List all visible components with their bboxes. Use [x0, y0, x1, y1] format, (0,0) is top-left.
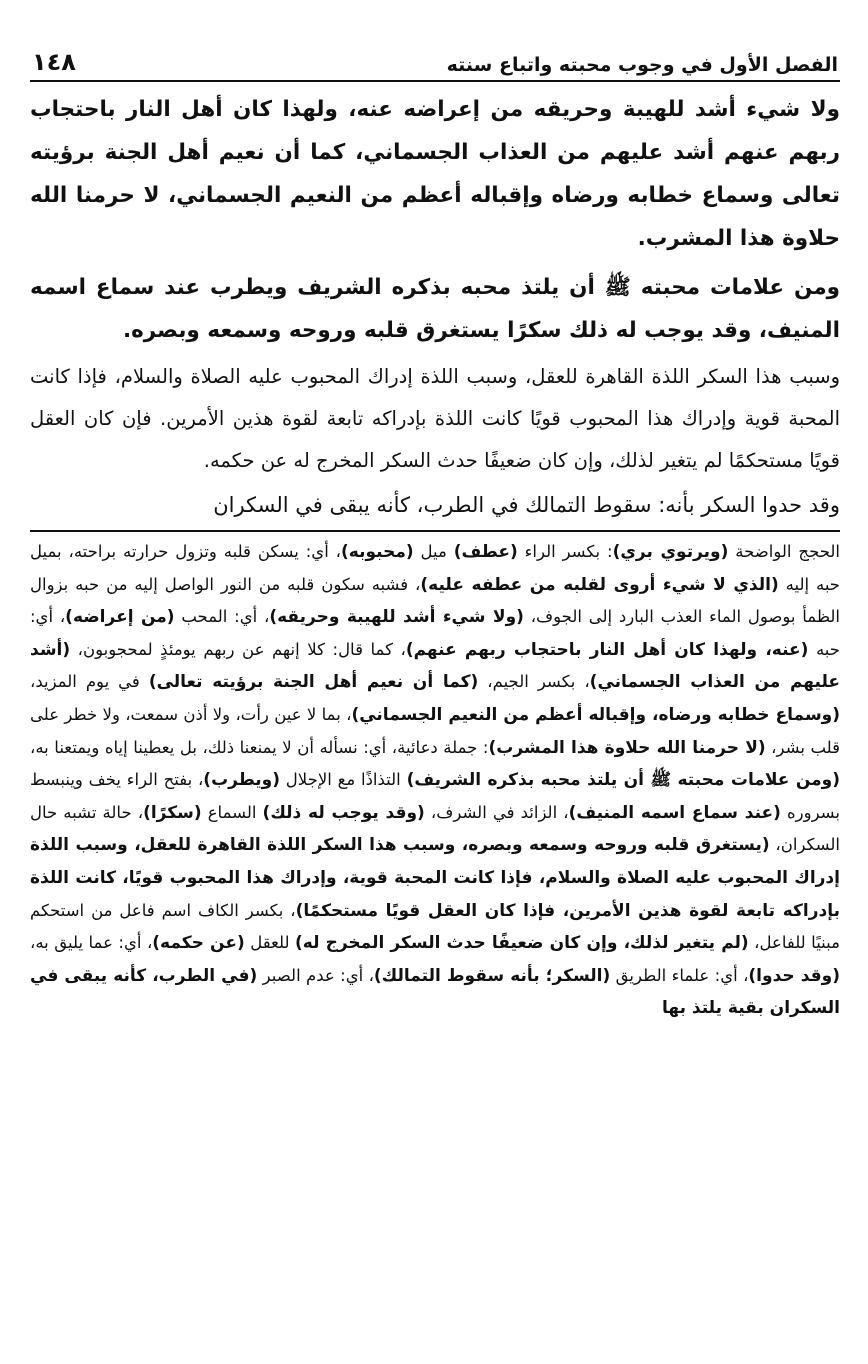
commentary-explanation: : جملة دعائية، أي: نسأله أن لا يمنعنا ذلك، بل يعطينا إياه ويمتعنا به، [30, 737, 489, 757]
commentary-explanation: للعقل [244, 933, 295, 953]
commentary-quoted-text: (لا حرمنا الله حلاوة هذا المشرب) [488, 737, 766, 758]
commentary-explanation: ، كما قال: كلا إنهم عن ربهم يومئذٍ لمحجوبون، [70, 639, 406, 659]
commentary-explanation: الحجج الواضحة [728, 542, 840, 561]
document-page [30, 48, 840, 1025]
commentary-explanation: ميل [413, 542, 454, 561]
commentary-explanation: ، بكسر الكاف اسم فاعل من استحكم مبنيًا للفاعل، [30, 900, 840, 953]
commentary-quoted-text: (يستغرق قلبه وروحه وسمعه وبصره، وسبب هذا السكر اللذة القاهرة للعقل، وسبب اللذة إدراك المحبوب عليه الصلاة والسلام، فإذا كانت المحبة قوية، وإدراك هذا المحبوب قويًا، كانت اللذة بإدراكه تابعة لقوة هذين الأمرين، فإذا كان العقل قويًا مستحكمًا) [30, 835, 840, 921]
commentary-quoted-text: (ويرتوي بري) [612, 542, 729, 562]
commentary-explanation: ، أي: عما يليق به، [30, 933, 153, 953]
commentary-explanation: ، الزائد في الشرف، [424, 802, 569, 822]
commentary-quoted-text: (محبوبه) [341, 542, 414, 562]
commentary-explanation: ، أي: المحب [174, 607, 270, 627]
commentary-quoted-text: (وقد يوجب له ذلك) [262, 802, 425, 823]
commentary-quoted-text: (لم يتغير لذلك، وإن كان ضعيفًا حدث السكر المخرج له) [294, 933, 749, 954]
chapter-title: الفصل الأول في وجوب محبته واتباع سنته [446, 54, 838, 76]
commentary-explanation: : بكسر الراء [517, 542, 613, 561]
commentary-explanation: ، بكسر الجيم، [478, 672, 590, 692]
commentary-explanation: ، أي: يسكن قلبه وتزول حرارته براحته، بميل حبه إليه [30, 542, 841, 594]
commentary-quoted-text: (الذي لا شيء أروى لقلبه من عطفه عليه) [420, 574, 779, 595]
commentary-explanation: السماع [201, 802, 263, 822]
commentary-explanation: ، أي: حبه [30, 607, 840, 659]
commentary-quoted-text: (السكر؛ بأنه سقوط التمالك) [373, 965, 611, 986]
commentary-quoted-text: (عن حكمه) [152, 933, 245, 954]
commentary-quoted-text: (في الطرب، كأنه يبقى في السكران بقية يلتذ بها [30, 965, 840, 1019]
commentary-explanation: ، بفتح الراء يخف وينبسط بسروره [30, 770, 840, 822]
main-paragraph-3: وسبب هذا السكر اللذة القاهرة للعقل، وسبب اللذة إدراك المحبوب عليه الصلاة والسلام، فإذا كانت المحبة قوية وإدراك هذا المحبوب قويًا كانت اللذة بإدراكه تابعة لقوة هذين الأمرين. فإن كان العقل قويًا مستحكمًا لم يتغير لذلك، وإن كان ضعيفًا حدث السكر المخرج له عن حكمه. [30, 365, 840, 472]
text-commentary-divider [30, 530, 840, 532]
commentary-quoted-text: (وقد حدوا) [748, 965, 840, 986]
main-paragraph-2: ومن علامات محبته ﷺ أن يلتذ محبه بذكره الشريف ويطرب عند سماع اسمه المنيف، وقد يوجب له ذلك سكرًا يستغرق قلبه وروحه وسمعه وبصره. [30, 275, 840, 343]
commentary-quoted-text: (عطف) [453, 542, 518, 562]
commentary-explanation: ، فشبه سكون قلبه من النور الواصل إليه من حبه بزوال الظمأ بوصول الماء العذب البارد إلى الجوف، [30, 574, 840, 627]
commentary-quoted-text: (كما أن نعيم أهل الجنة برؤيته تعالى) [148, 672, 479, 693]
commentary-explanation: ، أي: عدم الصبر [257, 965, 374, 985]
commentary-quoted-text: (من إعراضه) [65, 607, 175, 628]
main-paragraph-1: ولا شيء أشد للهيبة وحريقه من إعراضه عنه، ولهذا كان أهل النار باحتجاب ربهم عنهم أشد عليهم من العذاب الجسماني، كما أن نعيم أهل الجنة برؤيته تعالى وسماع خطابه ورضاه وإقباله أعظم من النعيم الجسماني، لا حرمنا الله حلاوة هذا المشرب. [30, 97, 840, 251]
running-header [30, 48, 840, 82]
commentary-quoted-text: (أشد عليهم من العذاب الجسماني) [30, 639, 840, 693]
commentary-quoted-text: (سكرًا) [143, 802, 202, 823]
commentary-quoted-text: (عند سماع اسمه المنيف) [568, 802, 781, 823]
main-paragraph-4: وقد حدوا السكر بأنه: سقوط التمالك في الطرب، كأنه يبقى في السكران [213, 493, 840, 517]
commentary-quoted-text: (ومن علامات محبته ﷺ أن يلتذ محبه بذكره الشريف) [406, 770, 840, 791]
commentary-quoted-text: (ويطرب) [203, 770, 281, 791]
commentary-explanation: ، حالة تشبه حال السكران، [30, 802, 840, 855]
commentary-explanation: ، أي: علماء الطريق [610, 965, 749, 985]
commentary-explanation: في يوم المزيد، [30, 672, 149, 692]
commentary-quoted-text: (ولا شيء أشد للهيبة وحريقه) [269, 607, 524, 628]
commentary-explanation: التذاذًا مع الإجلال [280, 770, 407, 790]
commentary-quoted-text: (وسماع خطابه ورضاه، وإقباله أعظم من النعيم الجسماني) [351, 704, 841, 725]
commentary-text [30, 536, 840, 1025]
commentary-explanation: ، بما لا عين رأت، ولا أذن سمعت، ولا خطر على قلب بشر، [30, 704, 840, 757]
page-number: ١٤٨ [32, 48, 76, 76]
commentary-quoted-text: (عنه، ولهذا كان أهل النار باحتجاب ربهم عنهم) [405, 639, 809, 660]
